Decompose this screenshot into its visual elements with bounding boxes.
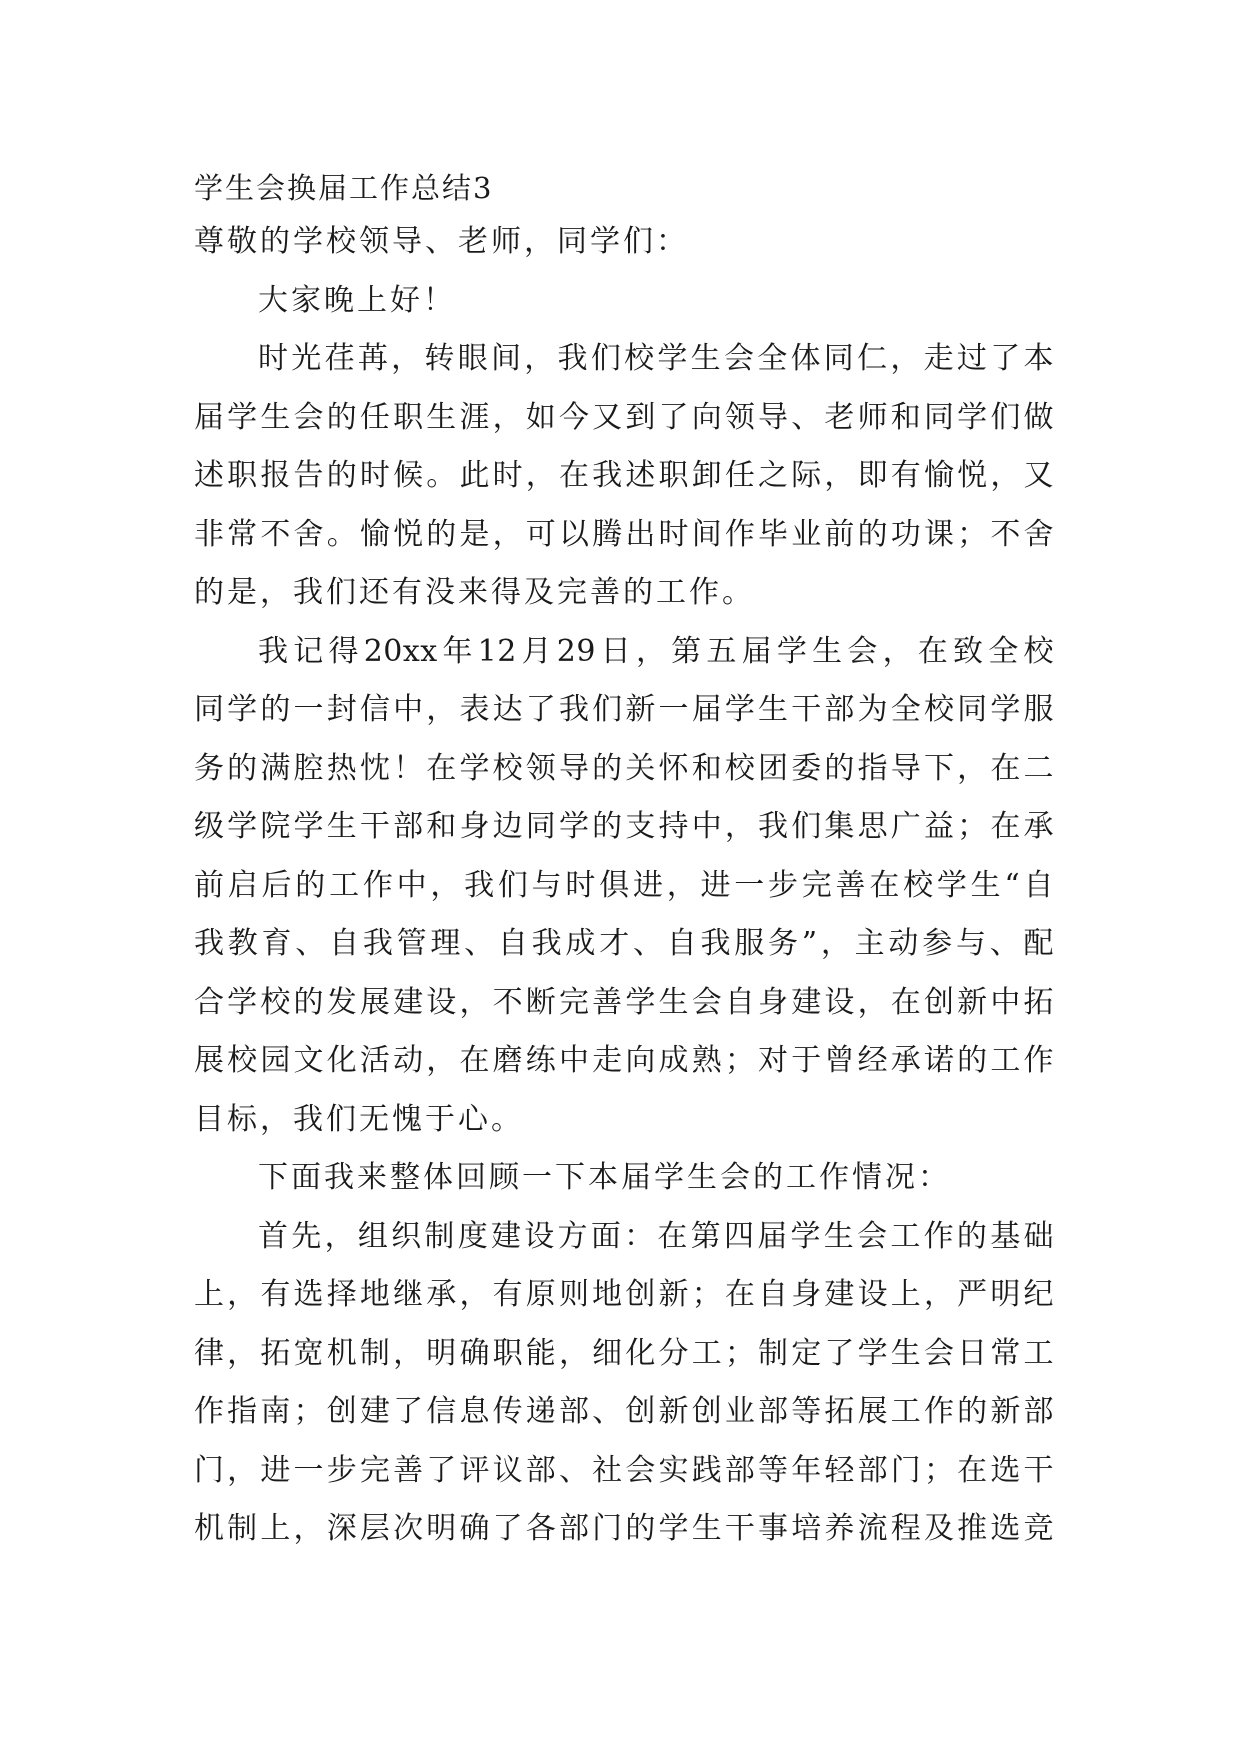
paragraph-4-line: 律，拓宽机制，明确职能，细化分工；制定了学生会日常工	[194, 1336, 1054, 1371]
paragraph-1-line: 的是，我们还有没来得及完善的工作。	[194, 575, 755, 610]
paragraph-2-line: 合学校的发展建设，不断完善学生会自身建设，在创新中拓	[194, 985, 1054, 1020]
paragraph-4-line: 门，进一步完善了评议部、社会实践部等年轻部门；在选干	[194, 1453, 1054, 1488]
paragraph-4-line: 首先，组织制度建设方面：在第四届学生会工作的基础	[258, 1219, 1054, 1254]
paragraph-1-line: 述职报告的时候。此时，在我述职卸任之际，即有愉悦，又	[194, 458, 1054, 493]
greeting: 大家晚上好！	[258, 283, 456, 318]
paragraph-2-line: 我教育、自我管理、自我成才、自我服务”，主动参与、配	[194, 926, 1054, 961]
paragraph-2-line: 目标，我们无愧于心。	[194, 1102, 524, 1137]
paragraph-1-line: 非常不舍。愉悦的是，可以腾出时间作毕业前的功课；不舍	[194, 517, 1054, 552]
paragraph-2-line: 前启后的工作中，我们与时俱进，进一步完善在校学生“自	[194, 868, 1054, 903]
paragraph-2-line: 级学院学生干部和身边同学的支持中，我们集思广益；在承	[194, 809, 1054, 844]
paragraph-3-line: 下面我来整体回顾一下本届学生会的工作情况：	[258, 1160, 951, 1195]
salutation: 尊敬的学校领导、老师，同学们：	[194, 224, 689, 259]
paragraph-2-line: 同学的一封信中，表达了我们新一届学生干部为全校同学服	[194, 692, 1054, 727]
paragraph-2-line: 展校园文化活动，在磨练中走向成熟；对于曾经承诺的工作	[194, 1043, 1054, 1078]
paragraph-4-line: 机制上，深层次明确了各部门的学生干事培养流程及推选竞	[194, 1511, 1054, 1546]
paragraph-4-line: 作指南；创建了信息传递部、创新创业部等拓展工作的新部	[194, 1394, 1054, 1429]
document-title: 学生会换届工作总结3	[194, 171, 494, 205]
paragraph-1-line: 时光荏苒，转眼间，我们校学生会全体同仁，走过了本	[258, 341, 1054, 376]
paragraph-2-line: 务的满腔热忱！在学校领导的关怀和校团委的指导下，在二	[194, 751, 1054, 786]
paragraph-2-line: 我记得20xx年12月29日，第五届学生会，在致全校	[258, 634, 1054, 669]
paragraph-4-line: 上，有选择地继承，有原则地创新；在自身建设上，严明纪	[194, 1277, 1054, 1312]
paragraph-1-line: 届学生会的任职生涯，如今又到了向领导、老师和同学们做	[194, 400, 1054, 435]
